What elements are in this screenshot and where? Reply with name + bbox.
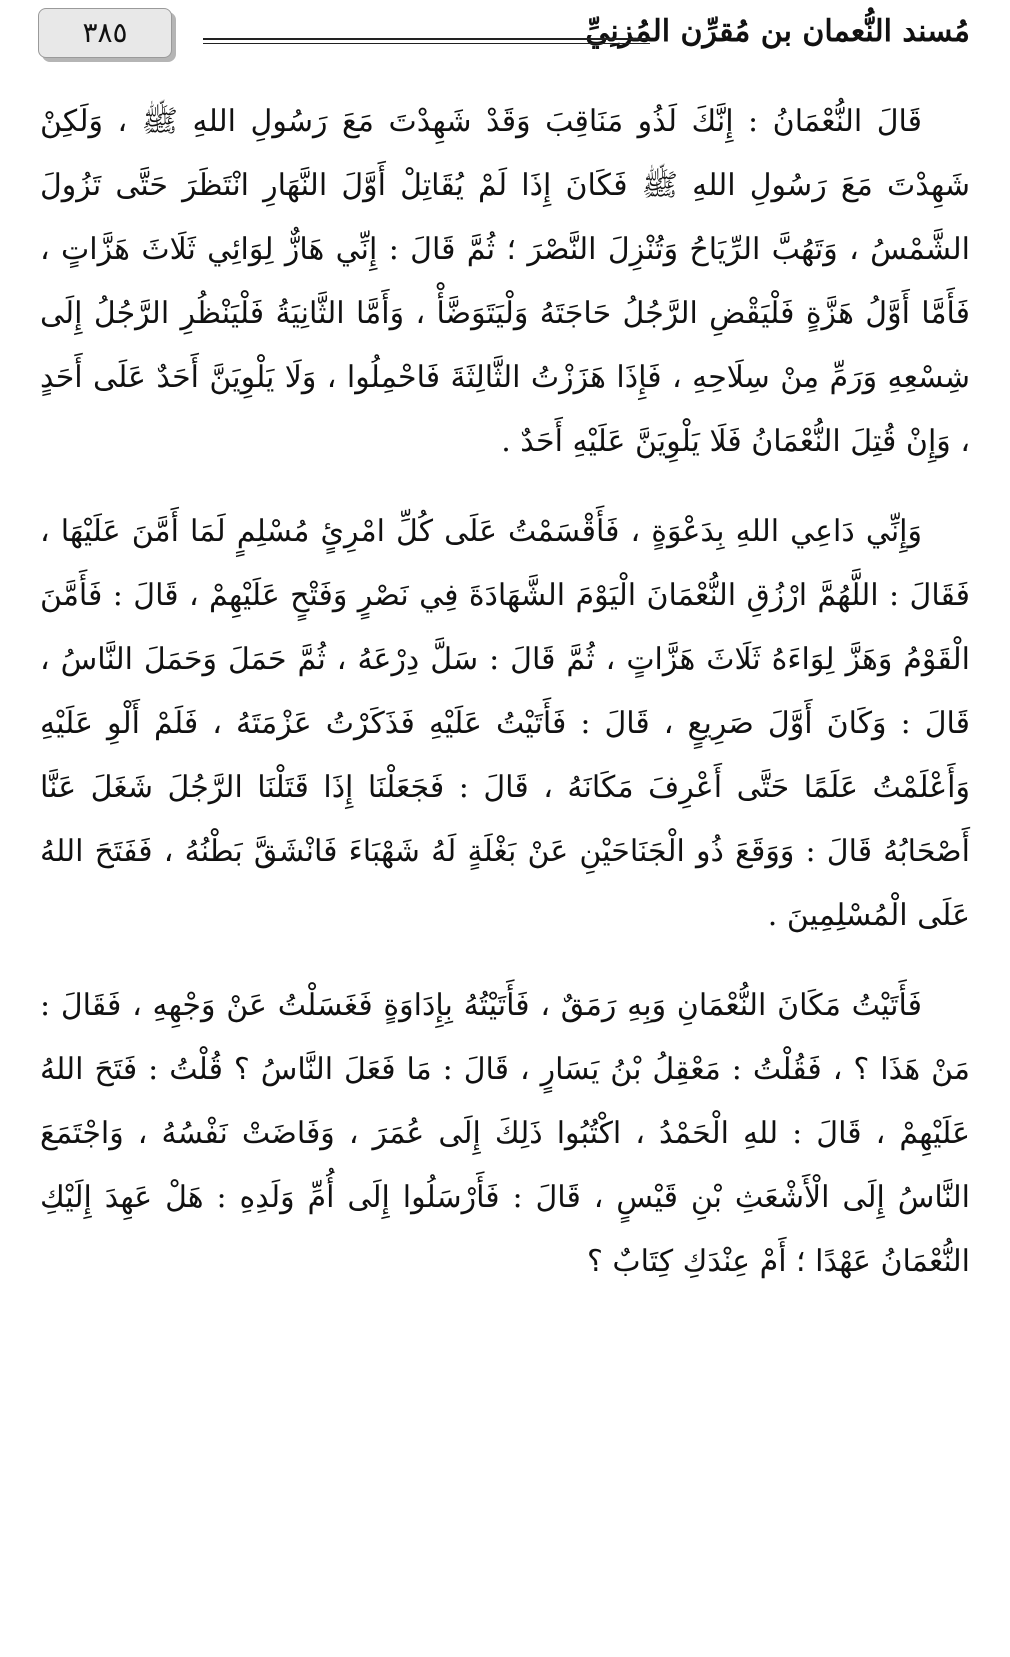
paragraph-3: فَأَتَيْتُ مَكَانَ النُّعْمَانِ وَبِهِ رَمَقٌ ، فَأَتَيْتُهُ بِإِدَاوَةٍ فَغَسَلْتُ عَنْ وَجْهِهِ ، فَقَالَ : مَنْ هَذَا ؟ ، فَقُلْتُ : مَعْقِلُ بْنُ يَسَارٍ ، قَالَ : مَا فَعَلَ النَّاسُ ؟ قُلْتُ : فَتَحَ اللهُ عَلَيْهِمْ ، قَالَ : للهِ الْحَمْدُ ، اكْتُبُوا ذَلِكَ إِلَى عُمَرَ ، وَفَاضَتْ نَفْسُهُ ، وَاجْتَمَعَ النَّاسُ إِلَى الْأَشْعَثِ بْنِ قَيْسٍ ، قَالَ : فَأَرْسَلُوا إِلَى أُمِّ وَلَدِهِ : هَلْ عَهِدَ إِلَيْكِ النُّعْمَانُ عَهْدًا ؛ أَمْ عِنْدَكِ كِتَابٌ ؟ xyxy=(40,988,970,1279)
header-rule xyxy=(203,38,650,44)
paragraph-2: وَإِنِّي دَاعِي اللهِ بِدَعْوَةٍ ، فَأَقْسَمْتُ عَلَى كُلِّ امْرِئٍ مُسْلِمٍ لَمَا أَمَّنَ عَلَيْهَا ، فَقَالَ : اللَّهُمَّ ارْزُقِ النُّعْمَانَ الْيَوْمَ الشَّهَادَةَ فِي نَصْرٍ وَفَتْحٍ عَلَيْهِمْ ، قَالَ : فَأَمَّنَ الْقَوْمُ وَهَزَّ لِوَاءَهُ ثَلَاثَ هَزَّاتٍ ، ثُمَّ قَالَ : سَلَّ دِرْعَهُ ، ثُمَّ حَمَلَ وَحَمَلَ النَّاسُ ، قَالَ : وَكَانَ أَوَّلَ صَرِيعٍ ، قَالَ : فَأَتَيْتُ عَلَيْهِ فَذَكَرْتُ عَزْمَتَهُ ، فَلَمْ أَلْوِ عَلَيْهِ وَأَعْلَمْتُ عَلَمًا حَتَّى أَعْرِفَ مَكَانَهُ ، قَالَ : فَجَعَلْنَا إِذَا قَتَلْنَا الرَّجُلَ شَغَلَ عَنَّا أَصْحَابُهُ قَالَ : وَوَقَعَ ذُو الْجَنَاحَيْنِ عَنْ بَغْلَةٍ لَهُ شَهْبَاءَ فَانْشَقَّ بَطْنُهُ ، فَفَتَحَ اللهُ عَلَى الْمُسْلِمِينَ . xyxy=(40,514,971,933)
page-number-box xyxy=(38,8,172,58)
paragraph-1: قَالَ النُّعْمَانُ : إِنَّكَ لَذُو مَنَاقِبَ وَقَدْ شَهِدْتَ مَعَ رَسُولِ اللهِ ﷺ ، وَلَكِنْ شَهِدْتَ مَعَ رَسُولِ اللهِ ﷺ فَكَانَ إِذَا لَمْ يُقَاتِلْ أَوَّلَ النَّهَارِ انْتَظَرَ حَتَّى تَزُولَ الشَّمْسُ ، وَتَهُبَّ الرِّيَاحُ وَتُنْزِلَ النَّصْرَ ؛ ثُمَّ قَالَ : إِنِّي هَازٌّ لِوَائِي ثَلَاثَ هَزَّاتٍ ، فَأَمَّا أَوَّلُ هَزَّةٍ فَلْيَقْضِ الرَّجُلُ حَاجَتَهُ وَلْيَتَوَضَّأْ ، وَأَمَّا الثَّانِيَةُ فَلْيَنْظُرِ الرَّجُلُ إِلَى شِسْعِهِ وَرَمِّ مِنْ سِلَاحِهِ ، فَإِذَا هَزَزْتُ الثَّالِثَةَ فَاحْمِلُوا ، وَلَا يَلْوِيَنَّ أَحَدٌ عَلَى أَحَدٍ ، وَإِنْ قُتِلَ النُّعْمَانُ فَلَا يَلْوِيَنَّ عَلَيْهِ أَحَدٌ . xyxy=(40,104,970,459)
page-number: ٣٨٥ xyxy=(82,16,128,49)
running-title: مُسند النُّعمان بن مُقرِّن المُزنِيِّ xyxy=(585,14,970,49)
body-text xyxy=(40,90,970,1294)
page-header xyxy=(38,8,970,62)
